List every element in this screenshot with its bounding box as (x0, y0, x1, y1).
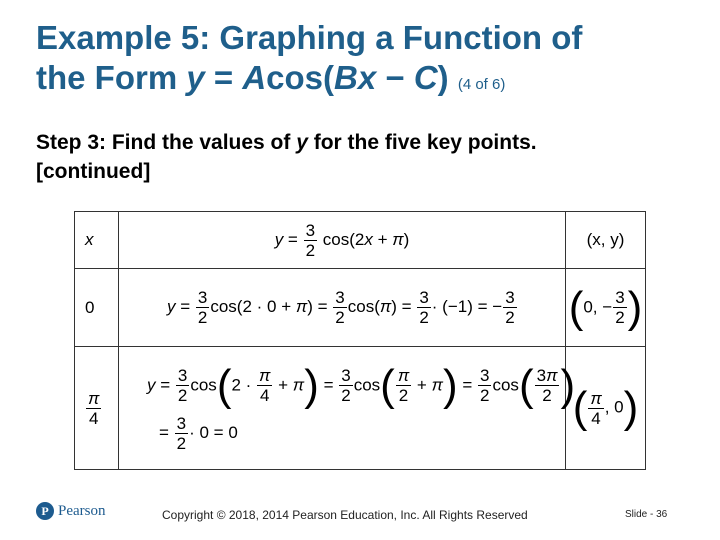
title-eq: = (204, 59, 243, 96)
row1-x: 0 (75, 269, 119, 347)
slide-title (36, 18, 696, 105)
title-A: A (242, 59, 267, 96)
row2-x: $\frac{\pi}{4}$ (75, 347, 119, 470)
title-line-1: Example 5: Graphing a Function of (36, 19, 583, 56)
table-row (75, 347, 646, 470)
step-continued: [continued] (36, 160, 151, 183)
pearson-logo-icon: P (36, 502, 54, 520)
table-header-row (75, 212, 646, 269)
pearson-logo-text: Pearson (58, 502, 106, 519)
pearson-logo (36, 502, 106, 520)
title-subtitle: (4 of 6) (457, 76, 506, 93)
copyright-text: Copyright © 2018, 2014 Pearson Education, Inc. All Rights Reserved (162, 508, 528, 522)
header-x: x (75, 212, 119, 269)
title-cos: cos( (266, 59, 335, 96)
title-line-2 (36, 58, 696, 105)
title-close: ) (437, 59, 449, 96)
title-form-text: the Form (36, 59, 187, 96)
row2-point: ( $\frac{\pi}{4}$ , 0) (566, 347, 646, 470)
title-minus: − (376, 59, 414, 96)
slide-number: Slide - 36 (625, 509, 668, 520)
title-C: C (413, 59, 438, 96)
title-y: y (186, 59, 205, 96)
table-row (75, 269, 646, 347)
step-heading (36, 128, 696, 186)
key-points-table (74, 211, 646, 470)
row2-formula: y = $\frac{3}{2}$ cos(2 · $\frac{\pi}{4}$ + π) = $\frac{3}{2}$ cos( $\frac{\pi}{2}$ + π) = $\frac{3}{2}$ cos( $\frac{3\pi}{2}$ ) = $\frac{3}{2}$ · 0 = 0 (119, 347, 566, 470)
header-xy: (x, y) (566, 212, 646, 269)
step-pre: Step 3: Find the values of (36, 131, 297, 154)
step-post: for the five key points. (307, 131, 537, 154)
row1-formula: y = $\frac{3}{2}$ cos(2 · 0 + π) = $\frac{3}{2}$ cos(π) = $\frac{3}{2}$ · (−1) = − $\frac{3}{2}$ (119, 269, 566, 347)
step-y: y (296, 131, 308, 154)
row1-point: (0, − $\frac{3}{2}$ ) (566, 269, 646, 347)
title-Bx: Bx (334, 59, 377, 96)
header-formula: y = $\frac{3}{2}$ cos(2x + π) (119, 212, 566, 269)
